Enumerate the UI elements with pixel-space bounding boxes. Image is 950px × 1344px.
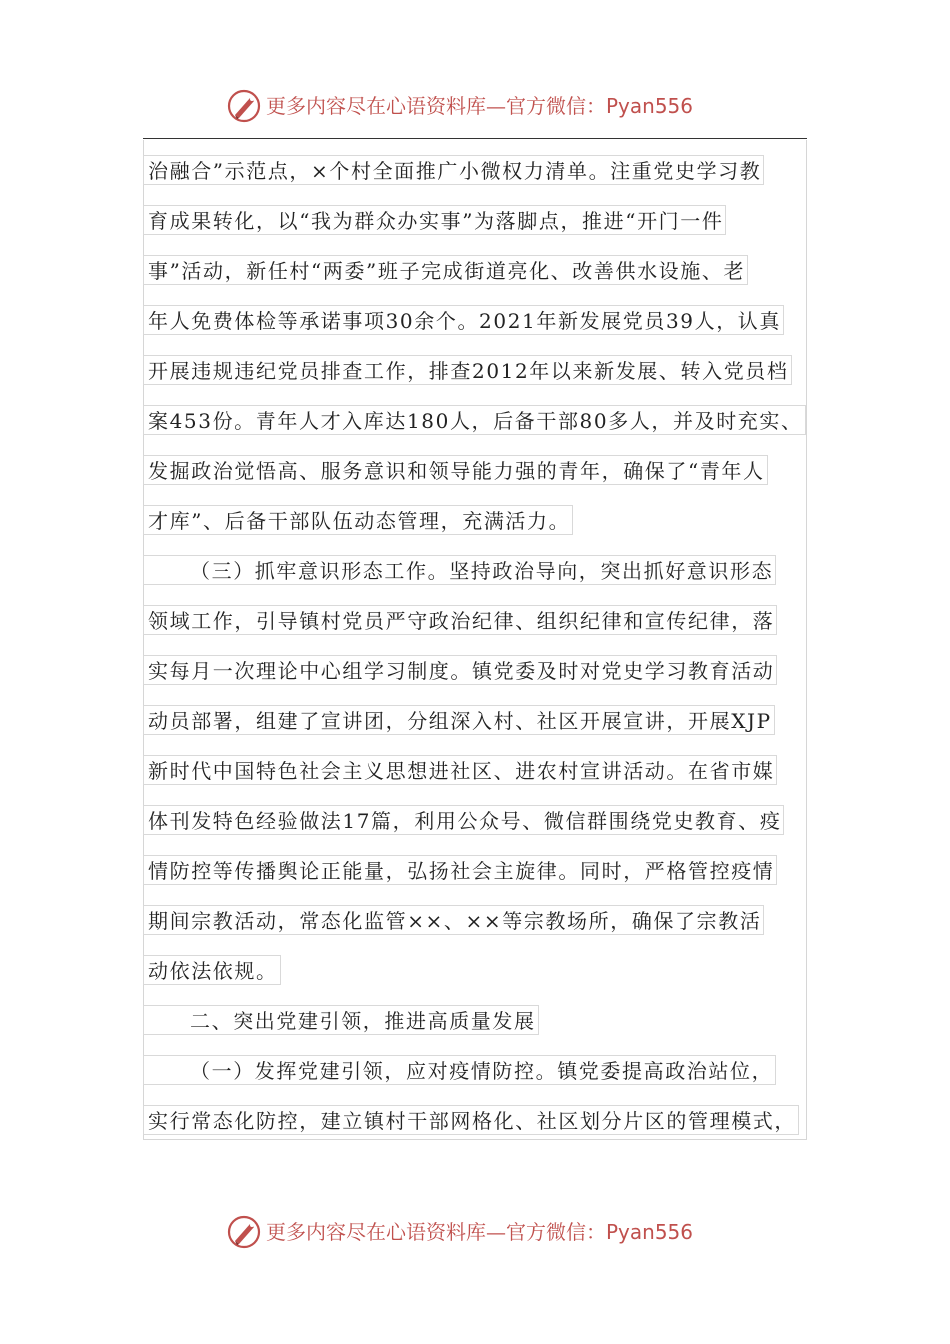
line-text: 治融合”示范点，×个村全面推广小微权力清单。注重党史学习教 — [143, 155, 764, 185]
text-line — [143, 497, 823, 547]
text-line — [143, 297, 823, 347]
line-text: 情防控等传播舆论正能量，弘扬社会主旋律。同时，严格管控疫情 — [143, 855, 777, 885]
line-text: 领域工作，引导镇村党员严守政治纪律、组织纪律和宣传纪律，落 — [143, 605, 777, 635]
text-line — [143, 397, 823, 447]
brand-chinese: 更多内容尽在心语资料库—官方微信： — [266, 1220, 606, 1244]
line-text: 年人免费体检等承诺事项30余个。2021年新发展党员39人，认真 — [143, 305, 784, 335]
line-text: 开展违规违纪党员排查工作，排查2012年以来新发展、转入党员档 — [143, 355, 792, 385]
text-line — [143, 547, 823, 597]
document-body — [143, 147, 823, 1147]
pen-logo-icon — [226, 88, 262, 124]
line-text: 期间宗教活动，常态化监管××、××等宗教场所，确保了宗教活 — [143, 905, 764, 935]
brand-chinese: 更多内容尽在心语资料库—官方微信： — [266, 94, 606, 118]
brand-wechat-id: Pyan556 — [606, 94, 694, 118]
text-line — [143, 847, 823, 897]
brand-banner[interactable] — [226, 88, 693, 124]
line-text: 育成果转化，以“我为群众办实事”为落脚点，推进“开门一件 — [143, 205, 726, 235]
header-rule — [143, 138, 807, 139]
text-line — [143, 697, 823, 747]
text-line — [143, 1047, 823, 1097]
text-line — [143, 147, 823, 197]
line-text: 动员部署，组建了宣讲团，分组深入村、社区开展宣讲，开展XJP — [143, 705, 775, 735]
line-text: 动依法依规。 — [143, 955, 281, 985]
brand-text — [266, 88, 693, 124]
brand-banner[interactable] — [226, 1214, 693, 1250]
text-line — [143, 797, 823, 847]
page-header — [0, 84, 950, 124]
text-line — [143, 997, 823, 1047]
brand-wechat-id: Pyan556 — [606, 1220, 694, 1244]
section-heading: （三）抓牢意识形态工作。坚持政治导向，突出抓好意识形态 — [143, 555, 776, 585]
line-text: 实每月一次理论中心组学习制度。镇党委及时对党史学习教育活动 — [143, 655, 777, 685]
text-line — [143, 597, 823, 647]
text-line — [143, 747, 823, 797]
text-line — [143, 347, 823, 397]
text-line — [143, 447, 823, 497]
section-heading: （一）发挥党建引领，应对疫情防控。镇党委提高政治站位， — [143, 1055, 776, 1085]
line-text: 事”活动，新任村“两委”班子完成街道亮化、改善供水设施、老 — [143, 255, 748, 285]
text-line — [143, 897, 823, 947]
pen-logo-icon — [226, 1214, 262, 1250]
chapter-heading: 二、突出党建引领，推进高质量发展 — [143, 1005, 539, 1035]
line-text: 才库”、后备干部队伍动态管理，充满活力。 — [143, 505, 573, 535]
brand-text — [266, 1214, 693, 1250]
line-text: 实行常态化防控，建立镇村干部网格化、社区划分片区的管理模式， — [143, 1105, 799, 1135]
text-line — [143, 947, 823, 997]
text-line — [143, 247, 823, 297]
line-text: 新时代中国特色社会主义思想进社区、进农村宣讲活动。在省市媒 — [143, 755, 777, 785]
page-footer — [0, 1210, 950, 1250]
text-line — [143, 647, 823, 697]
text-line — [143, 197, 823, 247]
text-line — [143, 1097, 823, 1147]
line-text: 体刊发特色经验做法17篇，利用公众号、微信群围绕党史教育、疫 — [143, 805, 784, 835]
line-text: 发掘政治觉悟高、服务意识和领导能力强的青年，确保了“青年人 — [143, 455, 768, 485]
line-text: 案453份。青年人才入库达180人，后备干部80多人，并及时充实、 — [143, 405, 806, 435]
